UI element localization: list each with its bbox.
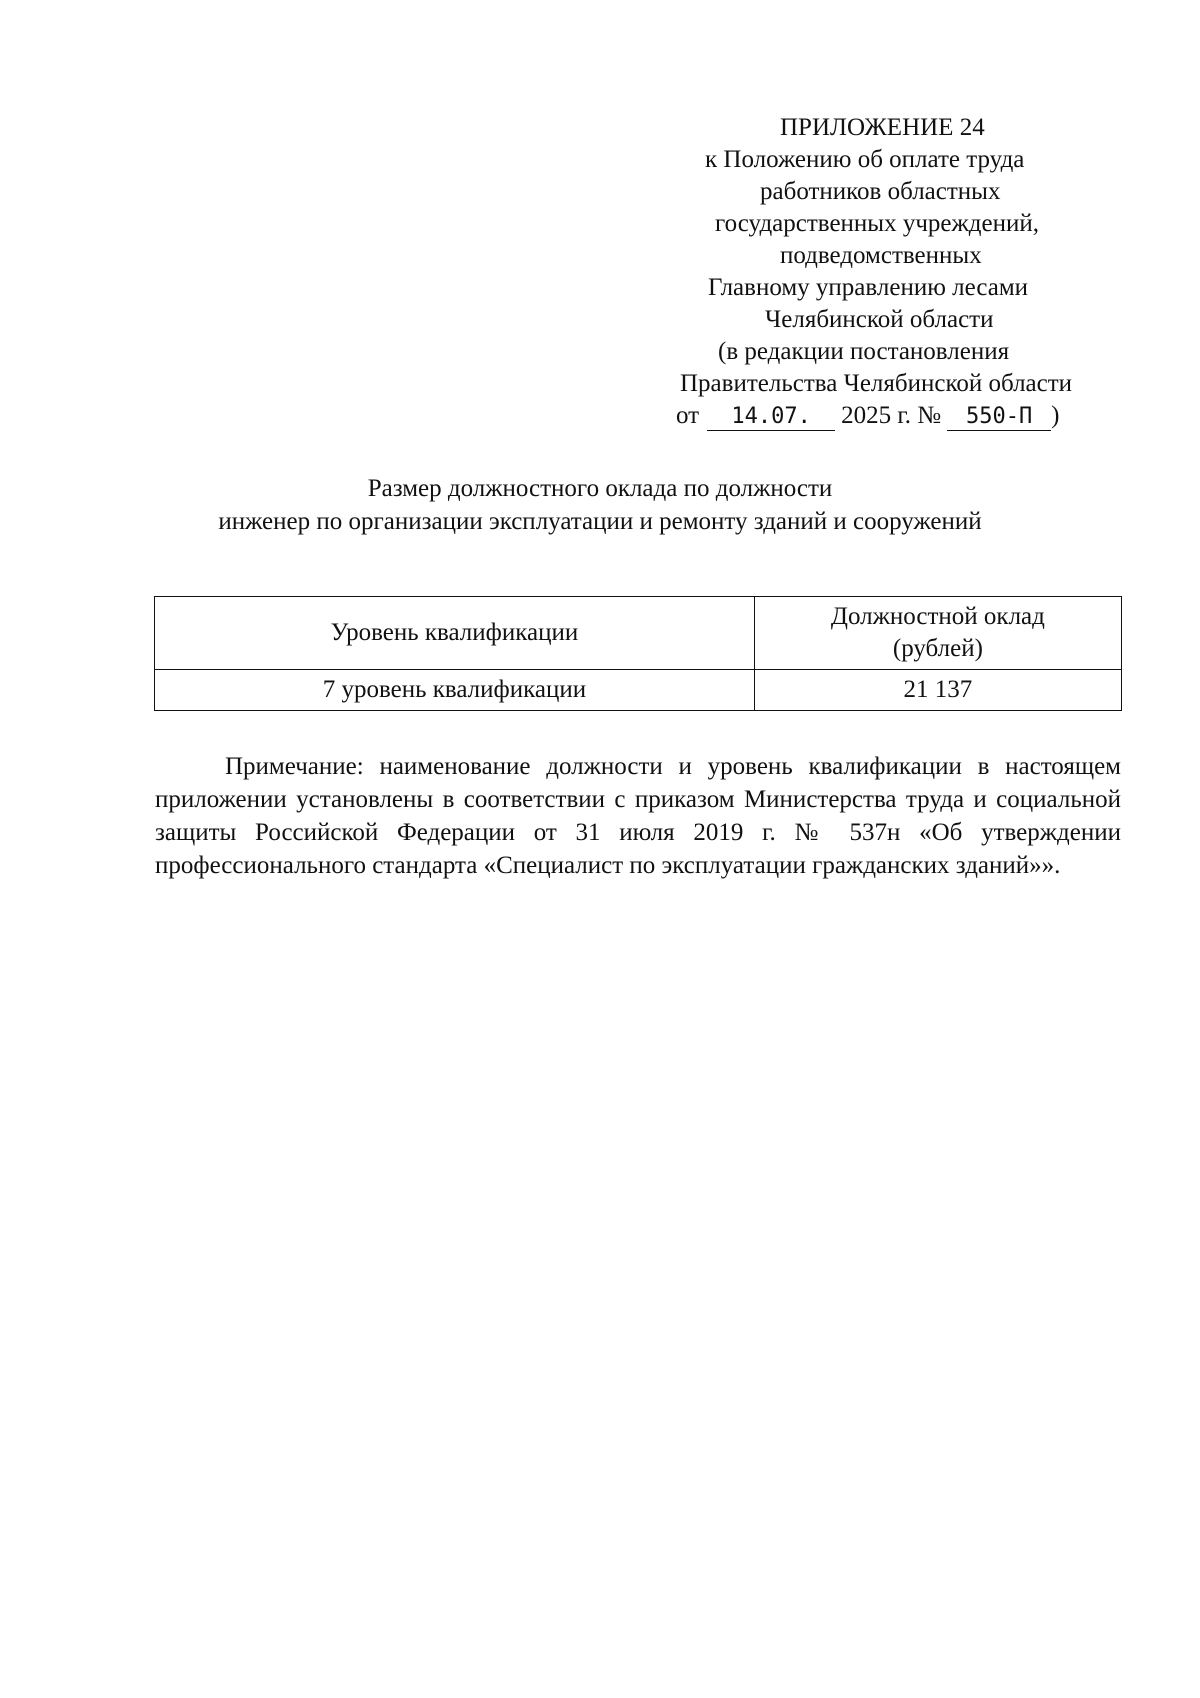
resolution-number-value: 550-П [947, 404, 1051, 431]
header-salary [754, 597, 1121, 670]
table-header-row [155, 597, 1122, 670]
title-line-1: Размер должностного оклада по должности [367, 475, 833, 502]
header-qualification-level: Уровень квалификации [155, 597, 755, 670]
cell-qualification-level: 7 уровень квалификации [155, 670, 755, 711]
header-salary-line-2: (рублей) [892, 635, 983, 662]
appendix-header [640, 112, 1120, 432]
appendix-line: подведомственных [780, 242, 982, 269]
table-row [155, 670, 1122, 711]
document-title [140, 472, 1060, 538]
appendix-line: Главному управлению лесами [708, 274, 1029, 301]
note-paragraph [155, 750, 1121, 882]
title-line-2: инженер по организации эксплуатации и ремонту зданий и сооружений [218, 508, 982, 535]
appendix-line: работников областных [760, 178, 1001, 205]
header-salary-line-1: Должностной оклад [830, 603, 1045, 630]
appendix-line: (в редакции постановления [718, 338, 1010, 365]
resolution-year: 2025 г. № [841, 402, 942, 429]
appendix-line: государственных учреждений, [715, 210, 1039, 237]
appendix-line: к Положению об оплате труда [705, 146, 1025, 173]
note-text: Примечание: наименование должности и уровень квалификации в настоящем приложении установлены в соответствии с приказом Министерства труда и социальной защиты Российской Федерации от 31 июля 2019 г. № 537н «Об утверждении профессионального стандарта «Специалист по эксплуатации гражданских зданий»». [155, 753, 1121, 879]
cell-salary: 21 137 [754, 670, 1121, 711]
salary-table [154, 596, 1122, 711]
date-prefix: от [676, 402, 700, 429]
appendix-line: Челябинской области [765, 306, 994, 333]
resolution-date-line [640, 400, 1120, 432]
appendix-title: ПРИЛОЖЕНИЕ 24 [780, 114, 985, 141]
closing-paren: ) [1051, 402, 1060, 429]
appendix-line: Правительства Челябинской области [680, 370, 1073, 397]
resolution-date-value: 14.07. [707, 404, 835, 431]
